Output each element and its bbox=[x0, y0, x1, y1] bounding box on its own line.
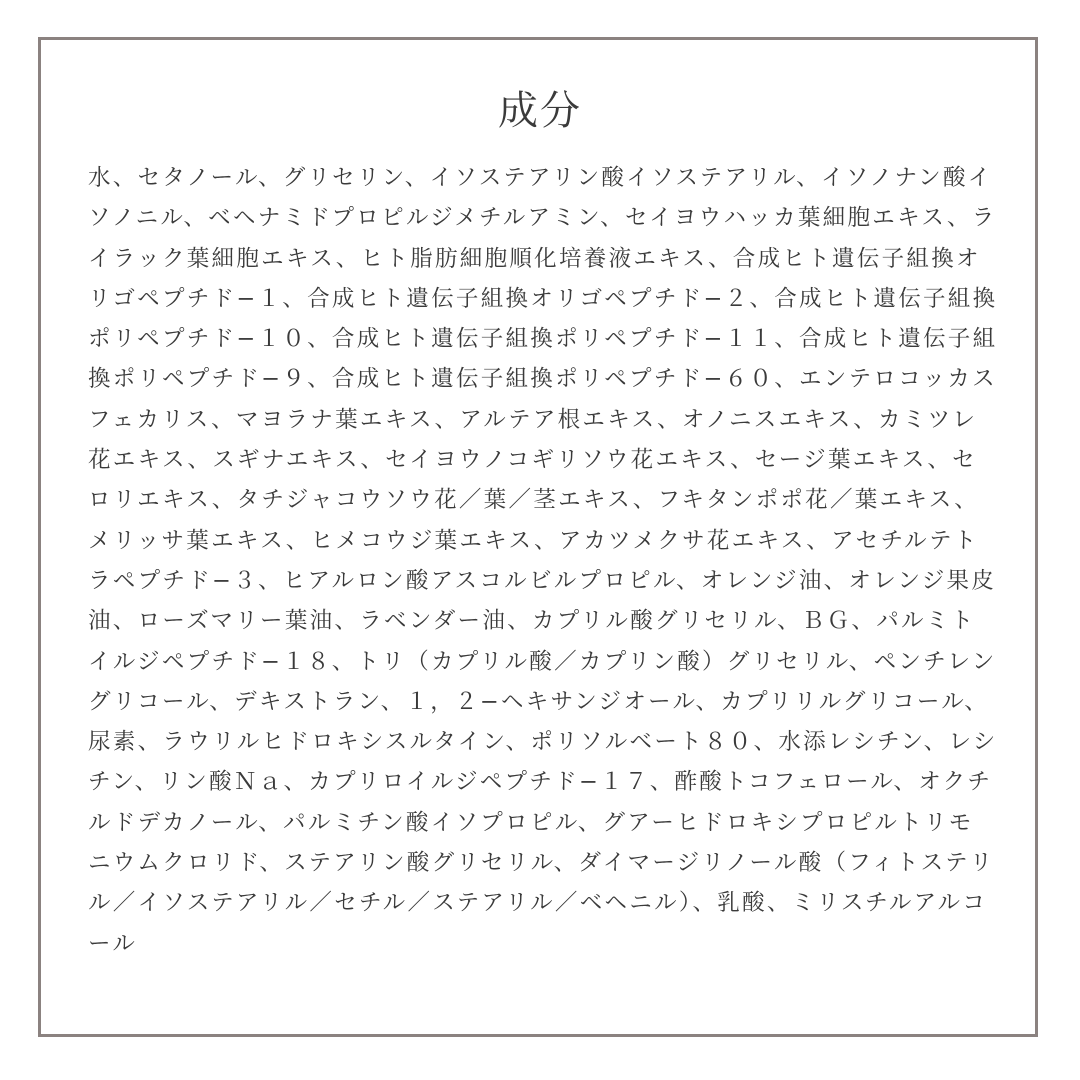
page-title: 成分 bbox=[498, 88, 582, 134]
ingredients-list-text: 水、セタノール、グリセリン、イソステアリン酸イソステアリル、イソノナン酸イソノニル、ベヘナミドプロピルジメチルアミン、セイヨウハッカ葉細胞エキス、ライラック葉細胞エキス、ヒト脂肪細胞順化培養液エキス、合成ヒト遺伝子組換オリゴペプチド−１、合成ヒト遺伝子組換オリゴペプチド−２、合成ヒト遺伝子組換ポリペプチド−１０、合成ヒト遺伝子組換ポリペプチド−１１、合成ヒト遺伝子組換ポリペプチド−９、合成ヒト遺伝子組換ポリペプチド−６０、エンテロコッカスフェカリス、マヨラナ葉エキス、アルテア根エキス、オノニスエキス、カミツレ花エキス、スギナエキス、セイヨウノコギリソウ花エキス、セージ葉エキス、セロリエキス、タチジャコウソウ花／葉／茎エキス、フキタンポポ花／葉エキス、メリッサ葉エキス、ヒメコウジ葉エキス、アカツメクサ花エキス、アセチルテトラペプチド−３、ヒアルロン酸アスコルビルプロピル、オレンジ油、オレンジ果皮油、ローズマリー葉油、ラベンダー油、カプリル酸グリセリル、ＢＧ、パルミトイルジペプチド−１８、トリ（カプリル酸／カプリン酸）グリセリル、ペンチレングリコール、デキストラン、１，２−ヘキサンジオール、カプリリルグリコール、尿素、ラウリルヒドロキシスルタイン、ポリソルベート８０、水添レシチン、レシチン、リン酸Ｎａ、カプリロイルジペプチド−１７、酢酸トコフェロール、オクチルドデカノール、パルミチン酸イソプロピル、グアーヒドロキシプロピルトリモニウムクロリド、ステアリン酸グリセリル、ダイマージリノール酸（フィトステリル／イソステアリル／セチル／ステアリル／ベヘニル）、乳酸、ミリスチルアルコール bbox=[88, 165, 998, 957]
